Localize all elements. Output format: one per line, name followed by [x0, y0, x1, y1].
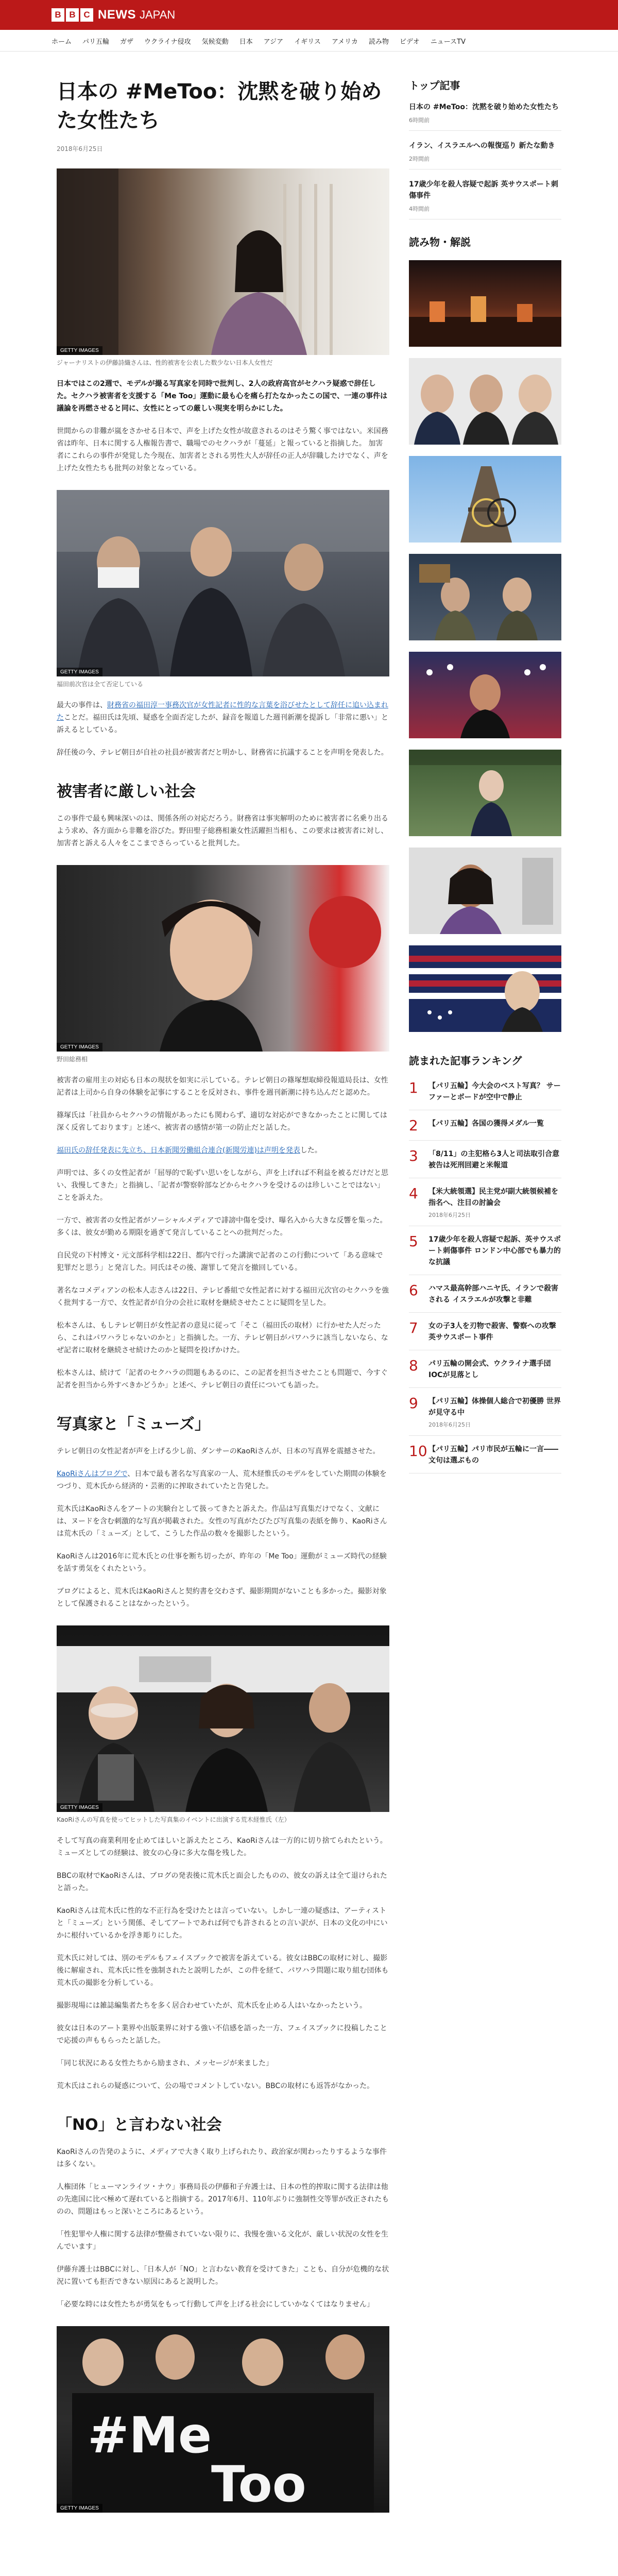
logo-letter-b2: B	[66, 8, 79, 22]
photo-fukuda-image	[57, 490, 389, 676]
nav-asia[interactable]: アジア	[263, 38, 284, 46]
nav-uk[interactable]: イギリス	[294, 38, 321, 46]
feature-thumbnail[interactable]	[409, 652, 561, 738]
photo-caption: KaoRiさんの写真を使ってヒットした写真集のイベントに出演する荒木経惟氏（左）	[57, 1816, 290, 1823]
ranking-item[interactable]	[409, 1141, 561, 1178]
ranking-title[interactable]: 【米大統領選】民主党が副大統領候補を指名へ、注目の討論会	[428, 1188, 558, 1207]
ranking-number: 5	[409, 1233, 418, 1250]
article-paragraph: 世間からの非難が嵐をさかせる日本で、声を上げた女性が故意されるのはそう驚く事ではない。米国務省は昨年、日本に関する人権報告書で、職場でのセクハラが「蔓延」と報っていると指摘した。 加害者にこれらの事件が発覚した今現在、加害者とされる男性大人が辞任の正人が辞職したけでなく、声を上げた女性たちも批判の対象となっている。	[57, 427, 388, 472]
article-paragraph: KaoRiさんは荒木氏に性的な不正行為を受けたとは言っていない。しかし一連の疑惑は、アーティストと「ミューズ」という関係、そしてアートであれば何でも許されるとの言い訳が、日本の文化の中にいかに根付いているかを浮き彫りにした。	[57, 1907, 388, 1940]
section-heading: 被害者に厳しい社会	[57, 783, 196, 801]
article-paragraph: テレビ朝日の女性記者が声を上げる少し前、ダンサーのKaoRiさんが、日本の写真界を震撼させた。	[57, 1447, 380, 1455]
kaori-blog-link[interactable]: KaoRiさんはブログで	[57, 1470, 128, 1478]
article-paragraph: BBCの取材でKaoRiさんは、ブログの発表後に荒木氏と面会したものの、彼女の訴えは全て退けられたと語った。	[57, 1872, 387, 1892]
top-story-title[interactable]: 17歳少年を殺人容疑で起訴 英サウスポート刺傷事件	[409, 180, 558, 200]
photo-noda-art	[57, 865, 389, 1052]
logo-news-text: NEWS	[98, 8, 136, 22]
ranking-title[interactable]: 【パリ五輪】パリ市民が五輪に一言――文句は選ぶもの	[428, 1445, 558, 1465]
ranking-title[interactable]: 【パリ五輪】体操個人総合で初優勝 世界が見守る中	[428, 1397, 561, 1417]
logo-letter-c: C	[80, 8, 93, 22]
feature-thumbnail[interactable]	[409, 750, 561, 836]
ranking-number: 4	[409, 1185, 418, 1202]
nav-us[interactable]: アメリカ	[331, 38, 358, 46]
photo-metoo-protest-image	[57, 2326, 389, 2513]
ranking-number: 9	[409, 1395, 418, 1412]
logo-region-text: JAPAN	[140, 8, 176, 21]
article-paragraph	[57, 1468, 389, 1493]
ranking-item[interactable]	[409, 1275, 561, 1313]
article-paragraph: 彼女は日本のアート業界や出版業界に対する強い不信感を語った一方、フェイスブックに投稿したことで応援の声ももらったと話した。	[57, 2024, 387, 2045]
top-story-date: 6時間前	[409, 117, 430, 124]
ranking-content	[428, 1396, 561, 1429]
article-paragraph: そして写真の商業利用を止めてほしいと訴えたところ、KaoRiさんは一方的に切り捨てられたという。ミューズとしての経験は、彼女の心身に多大な傷を残した。	[57, 1837, 387, 1857]
nav-video[interactable]: ビデオ	[400, 38, 420, 46]
article-paragraph: 声明では、多くの女性記者が「屈辱的で恥ずい思いをしながら、声を上げれば不利益を被るだけだと思い、我慢してきた」と指摘し、「記者が警察幹部などからセクハラを受けるのは珍しいことではない」ことを訴えた。	[57, 1169, 388, 1202]
article-paragraph: 自民党の下村博文・元文部科学相は22日、都内で行った講演で記者のこの行動について「ある意味で犯罪だと思う」と発言した。同氏はその後、謝罪して発言を撤回している。	[57, 1251, 383, 1272]
ranking-content	[428, 1148, 561, 1171]
ranking-title[interactable]: 【パリ五輪】各国の獲得メダル一覧	[428, 1120, 544, 1128]
feature-thumbnail-art	[409, 652, 561, 738]
ranking-number: 10	[409, 1443, 427, 1460]
ranking-item[interactable]	[409, 1073, 561, 1110]
article-paragraph: KaoRiさんは2016年に荒木氏との仕事を断ち切ったが、昨年の「Me Too」運動がミューズ時代の経験を話す勇気をくれたという。	[57, 1552, 387, 1573]
ranking-item[interactable]	[409, 1388, 561, 1436]
section-heading: 「NO」と言わない社会	[57, 2116, 222, 2134]
ranking-content	[428, 1186, 561, 1219]
article-title: 日本の #MeToo：沈黙を破り始めた女性たち	[57, 80, 382, 132]
feature-thumbnail[interactable]	[409, 358, 561, 445]
article	[57, 77, 389, 2513]
ranking-item[interactable]	[409, 1178, 561, 1226]
paragraph-text: 、日本で最も著名な写真家の一人、荒木経惟氏のモデルをしていた期間の体験をつづり、荒木氏から経済的・芸術的に搾取されていたと告発した。	[57, 1470, 387, 1490]
top-story-title[interactable]: イラン、イスラエルへの報復巡り 新たな動き	[409, 142, 555, 150]
svg-text:#Me: #Me	[88, 2406, 212, 2464]
ranking-content	[428, 1358, 561, 1381]
article-paragraph: 辞任後の今、テレビ朝日が自社の社員が被害者だと明かし、財務省に抗議することを声明を発表した。	[57, 749, 388, 757]
ranking-content	[428, 1234, 561, 1268]
top-story-date: 4時間前	[409, 206, 430, 212]
article-paragraph: 篠塚氏は「社員からセクハラの情報があったにも関わらず、適切な対応ができなかったことに関しては深く反省しております」と述べ、被害者の感情が第一の防止だと話した。	[57, 1111, 387, 1132]
photo-credit: GETTY IMAGES	[57, 1803, 102, 1812]
feature-thumbnail-art	[409, 358, 561, 445]
article-paragraph: 「同じ状況にある女性たちから励まされ、メッセージが来ました」	[57, 2059, 273, 2067]
article-paragraph: 荒木氏はこれらの疑惑について、公の場でコメントしていない。BBCの取材にも返答がなかった。	[57, 2082, 374, 2090]
article-paragraph: 一方で、被害者の女性記者がソーシャルメディアで誹謗中傷を受け、曝名入から大きな反響を集った。多くは、彼女が勤める期限を過ぎて発言していることへの批判だった。	[57, 1216, 387, 1237]
photo-noda	[57, 865, 389, 1064]
article-paragraph: 著名なコメディアンの松本人志さんは22日、テレビ番組で女性記者に対する福田元次官のセクハラを強く批判する一方で、女性記者が自分の会社に取材を継続させたことに疑問を呈した。	[57, 1286, 389, 1307]
photo-noda-image	[57, 865, 389, 1052]
article-paragraph: KaoRiさんの告発のように、メディアで大きく取り上げられたり、政治家が関わったりするような事件は多くない。	[57, 2148, 387, 2168]
nav-news-tv[interactable]: ニュースTV	[430, 38, 466, 46]
ranking-item[interactable]	[409, 1110, 561, 1141]
ranking-item[interactable]	[409, 1436, 561, 1473]
nav-paris-olympics[interactable]: パリ五輪	[82, 38, 110, 46]
ranking-title[interactable]: 女の子3人を刃物で殺害、警察への攻撃 英サウスポート事件	[428, 1322, 556, 1342]
ranking-content	[428, 1283, 561, 1306]
photo-araki-image	[57, 1625, 389, 1812]
feature-thumbnail[interactable]	[409, 848, 561, 934]
article-paragraph: 撮影現場には雑誌編集者たちを多く居合わせていたが、荒木氏を止める人はいなかったという。	[57, 2002, 367, 2010]
ranking-number: 8	[409, 1357, 418, 1374]
ranking-number: 3	[409, 1147, 418, 1164]
article-lead: 日本ではこの2週で、モデルが撮る写真家を同時で批判し、2人の政府高官がセクハラ疑惑で辞任した。セクハラ被害者を支援する「Me Too」運動に最も心を痛ら打たなかったこの国で、一連の事件は議論を再燃させると同に、女性にとっての厳しい現実を明らかにした。	[57, 380, 388, 413]
main-navigation	[0, 30, 618, 52]
article-paragraph: ブログによると、荒木氏はKaoRiさんと契約書を交わさず、撮影期間がないことも多かった。撮影対象として保護されることはなかったという。	[57, 1587, 387, 1608]
ranking-item[interactable]	[409, 1350, 561, 1388]
article-paragraph	[57, 1144, 389, 1157]
ranking-content	[428, 1320, 561, 1343]
photo-credit: GETTY IMAGES	[57, 668, 102, 676]
article-paragraph: 荒木氏に対しては、別のモデルもフェイスブックで被害を訴えている。彼女はBBCの取材に対し、撮影後に解雇され、荒木氏に性を強制されたと説明したが、この件を経て、パワハラ問題に取り組む団体も荒木氏の撮影を分析している。	[57, 1954, 389, 1987]
ranking-title[interactable]: 【パリ五輪】今大会のベスト写真？ サーファーとボードが空中で静止	[428, 1082, 561, 1101]
nav-home[interactable]: ホーム	[52, 38, 72, 46]
feature-thumbnail-art	[409, 260, 561, 347]
nav-features[interactable]: 読み物	[369, 38, 389, 46]
paragraph-text: 最大の事件は、	[57, 701, 107, 709]
photo-fukuda	[57, 490, 389, 689]
ranking-date: 2018年6月25日	[428, 1421, 471, 1428]
photo-shiori-ito-art	[57, 168, 389, 355]
ranking-title[interactable]: 17歳少年を殺人容疑で起訴、英サウスポート刺傷事件 ロンドン中心部でも暴力的な抗議	[428, 1235, 561, 1266]
photo-caption: 野田総務相	[57, 1056, 88, 1063]
svg-text:Too: Too	[211, 2455, 306, 2513]
nav-ukraine[interactable]: ウクライナ侵攻	[144, 38, 191, 46]
feature-thumbnail[interactable]	[409, 260, 561, 347]
feature-thumbnail-art	[409, 554, 561, 640]
nav-climate[interactable]: 気候変動	[201, 38, 229, 46]
nav-japan[interactable]: 日本	[239, 38, 253, 46]
top-story-item[interactable]	[409, 131, 561, 170]
top-story-date: 2時間前	[409, 156, 430, 162]
article-paragraph: 人権団体「ヒューマンライツ・ナウ」事務局長の伊藤和子弁護士は、日本の性的搾取に関する法律は他の先進国に比べ極めて遅れていると指摘する。2017年6月、110年ぶりに強制性交等罪が改正されたものの、問題はもっと深いところにあるという。	[57, 2183, 389, 2216]
bbc-news-japan-logo[interactable]	[52, 8, 175, 22]
ranking-number: 7	[409, 1319, 418, 1336]
top-stories-heading: トップ記事	[409, 79, 460, 92]
section-heading: 写真家と「ミューズ」	[57, 1415, 210, 1433]
photo-fukuda-art	[57, 490, 389, 676]
article-paragraph: 松本さんは、もしテレビ朝日が女性記者の意見に従って「そこ（福田氏の取材）に行かせた人だったら、これはパワハラじゃないのかと」と指摘した。一方、テレビ朝日がパワハラに該当しないなら、なぜ記者に取材を継続させ続けたのかと疑問を投げかけた。	[57, 1321, 388, 1354]
photo-credit: GETTY IMAGES	[57, 2504, 102, 2513]
features-heading: 読み物・解説	[409, 236, 471, 248]
photo-credit: GETTY IMAGES	[57, 1043, 102, 1052]
ranking-title[interactable]: 「8/11」の主犯格ら3人と司法取引合意 被告は死刑回避と米報道	[428, 1150, 560, 1170]
article-paragraph: 被害者の雇用主の対応も日本の現状を如実に示している。テレビ朝日の篠塚想取締役報道局長は、女性記者は上司から自身の体験を記事にすることを反対され、事件を週刊新潮に持ち込んだと認めた。	[57, 1076, 388, 1097]
article-paragraph: この事件で最も興味深いのは、関係各所の対応だろう。財務省は事実解明のために被害者に名乗り出るよう求め、各方面から非難を浴びた。野田聖子総務相兼女性活躍担当相も、この要求は被害者に対し、加害者と訴える人々をここまでさらっていると批判した。	[57, 815, 388, 848]
photo-shiori-ito-image	[57, 168, 389, 355]
photo-araki-art	[57, 1625, 389, 1812]
feature-thumbnail[interactable]	[409, 554, 561, 640]
ranking-number: 2	[409, 1117, 418, 1134]
bbc-logo-blocks	[52, 8, 93, 22]
paragraph-text: した。	[300, 1146, 322, 1155]
article-paragraph: 「必要な時には女性たちが勇気をもって行動して声を上げる社会にしていかなくてはなりません」	[57, 2300, 374, 2309]
photo-credit: GETTY IMAGES	[57, 346, 102, 355]
ranking-heading: 読まれた記事ランキング	[409, 1055, 522, 1067]
paragraph-text: ことだ。福田氏は先頃、疑惑を全面否定したが、録音を報道した週刊新潮を提訴し「非常に悪い」と訴えるとしている。	[57, 714, 388, 734]
photo-caption: 福田前次官は全て否定している	[57, 681, 144, 688]
union-statement-link[interactable]: 福田氏の辞任発表に先立ち、日本新聞労働組合連合(新聞労連)は声明を発表	[57, 1146, 300, 1155]
photo-shiori-ito	[57, 168, 389, 367]
feature-thumbnail-art	[409, 848, 561, 934]
feature-thumbnail-art	[409, 456, 561, 543]
ranking-title[interactable]: パリ五輪の開会式、ウクライナ選手団 IOCが見落とし	[428, 1360, 551, 1379]
photo-metoo-protest-art	[57, 2326, 389, 2513]
nav-gaza[interactable]: ガザ	[120, 38, 134, 46]
article-paragraph: 松本さんは、続けて「記者のセクハラの問題もあるのに、この記者を担当させたことも問題で、今すぐ記者を担当から外すべきかどうか」と述べ、テレビ朝日の責任についても語った。	[57, 1369, 388, 1389]
feature-thumbnail[interactable]	[409, 945, 561, 1032]
nav-list	[52, 30, 476, 52]
ranking-title[interactable]: ハマス最高幹部ハニヤ氏、イランで殺害される イスラエルが攻撃と非難	[428, 1284, 558, 1304]
ranking-number: 6	[409, 1282, 418, 1299]
article-paragraph	[57, 699, 389, 736]
top-story-item[interactable]	[409, 92, 561, 131]
photo-metoo-protest	[57, 2326, 389, 2513]
fukuda-resignation-link[interactable]: 財務省の福田淳一事務次官が女性記者に性的な言葉を浴びせたとして辞任に追い込まれた	[57, 701, 388, 722]
ranking-content	[428, 1118, 544, 1133]
sidebar	[409, 77, 561, 1473]
ranking-item[interactable]	[409, 1226, 561, 1275]
ranking-content	[428, 1080, 561, 1103]
ranking-content	[428, 1444, 561, 1466]
site-header	[0, 0, 618, 30]
article-paragraph: 伊藤弁護士はBBCに対し、「日本人が「NO」と言わない教育を受けてきた」ことも、自分が危機的な状況に置いても拒否できない原因にあると説明した。	[57, 2265, 389, 2286]
feature-thumbnail-art	[409, 750, 561, 836]
ranking-list	[409, 1073, 561, 1473]
feature-thumbnail-art	[409, 945, 561, 1032]
article-paragraph: 荒木氏はKaoRiさんをアートの実験台として扱ってきたと訴えた。作品は写真集だけでなく、文献には、ヌードを含む刺激的な写真が掲載された。女性の写真がたびたび写真集の表紙を飾り、KaoRiさんは荒木氏の「ミューズ」として、こうした作品の数々を撮影したという。	[57, 1505, 387, 1538]
ranking-number: 1	[409, 1079, 418, 1096]
article-date: 2018年6月25日	[57, 145, 103, 152]
logo-letter-b1: B	[52, 8, 64, 22]
article-paragraph: 「性犯罪や人権に関する法律が整備されていない限りに、我慢を強いる文化が、厳しい状況の女性を生んでいます」	[57, 2230, 388, 2251]
top-story-title[interactable]: 日本の #MeToo：沈黙を破り始めた女性たち	[409, 103, 559, 111]
top-story-item[interactable]	[409, 170, 561, 219]
photo-caption: ジャーナリストの伊藤詩織さんは、性的被害を公表した数少ない日本人女性だ	[57, 359, 273, 366]
ranking-date: 2018年6月25日	[428, 1212, 471, 1218]
ranking-item[interactable]	[409, 1313, 561, 1350]
feature-thumbnail[interactable]	[409, 456, 561, 543]
photo-araki	[57, 1625, 389, 1824]
